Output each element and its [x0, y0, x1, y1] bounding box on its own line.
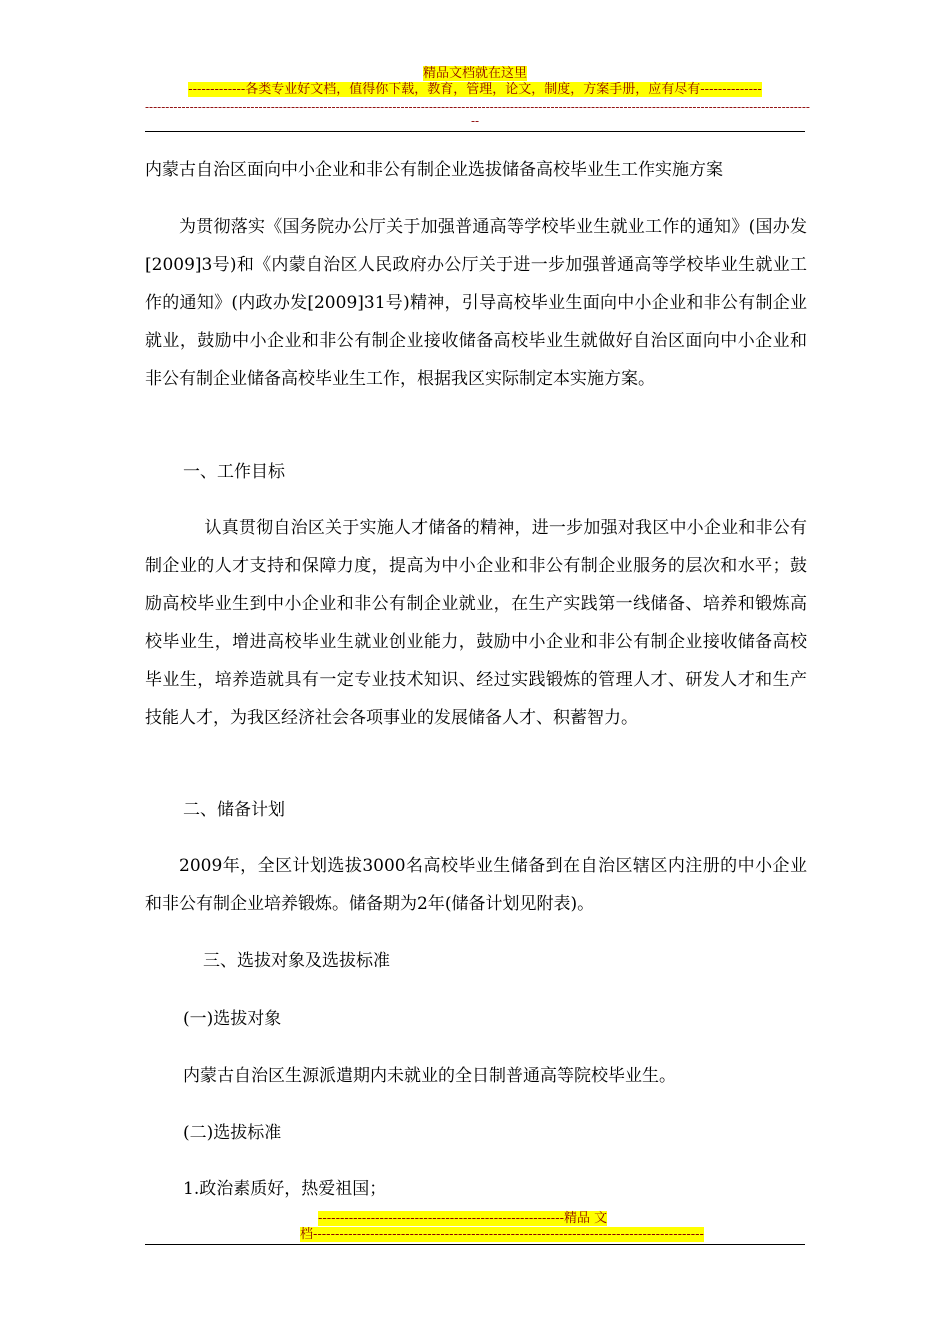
header-divider — [145, 131, 805, 132]
header-brand — [0, 66, 950, 82]
intro-paragraph: 为贯彻落实《国务院办公厅关于加强普通高等学校毕业生就业工作的通知》(国办发[2009]3号)和《内蒙自治区人民政府办公厅关于进一步加强普通高等学校毕业生就业工作的通知》(内政办发[2009]31号)精神，引导高校毕业生面向中小企业和非公有制企业就业，鼓励中小企业和非公有制企业接收储备高校毕业生就做好自治区面向中小企业和非公有制企业储备高校毕业生工作，根据我区实际制定本实施方案。 — [145, 217, 807, 389]
subsection1-heading: (一)选拔对象 — [183, 1009, 282, 1029]
header-dash-tail: -- — [470, 114, 480, 128]
criteria-item-1: 1.政治素质好，热爱祖国； — [183, 1179, 387, 1199]
subsection2-heading: (二)选拔标准 — [183, 1123, 282, 1143]
header-tagline-text: -------------各类专业好文档，值得你下载，教育，管理，论文，制度，方案手册，应有尽有-------------- — [188, 82, 762, 97]
section3-heading: 三、选拔对象及选拔标准 — [203, 951, 390, 971]
section2-heading: 二、储备计划 — [183, 800, 285, 820]
section1-heading: 一、工作目标 — [183, 462, 285, 482]
footer-line-1 — [318, 1211, 607, 1227]
footer-line-1-text: --------------------------------------------------------精品 文 — [318, 1211, 608, 1226]
header-brand-text: 精品文档就在这里 — [422, 66, 527, 81]
footer-divider — [145, 1244, 805, 1245]
header-dash-line: -------------------------------------------------------------------------------------------------------------------------------------------------------------------- — [145, 100, 810, 114]
subsection1-body: 内蒙古自治区生源派遣期内未就业的全日制普通高等院校毕业生。 — [183, 1066, 676, 1086]
section1-body: 认真贯彻自治区关于实施人才储备的精神，进一步加强对我区中小企业和非公有制企业的人才支持和保障力度，提高为中小企业和非公有制企业服务的层次和水平；鼓励高校毕业生到中小企业和非公有制企业就业，在生产实践第一线储备、培养和锻炼高校毕业生，增进高校毕业生就业创业能力，鼓励中小企业和非公有制企业接收储备高校毕业生，培养造就具有一定专业技术知识、经过实践锻炼的管理人才、研发人才和生产技能人才，为我区经济社会各项事业的发展储备人才、积蓄智力。 — [145, 518, 807, 728]
document-title: 内蒙古自治区面向中小企业和非公有制企业选拔储备高校毕业生工作实施方案 — [145, 160, 723, 180]
footer-line-2 — [300, 1227, 704, 1243]
section2-body: 2009年，全区计划选拔3000名高校毕业生储备到在自治区辖区内注册的中小企业和非公有制企业培养锻炼。储备期为2年(储备计划见附表)。 — [145, 856, 807, 914]
header-tagline — [0, 82, 950, 98]
footer-line-2-text: 档----------------------------------------------------------------------------------------- — [300, 1227, 704, 1242]
